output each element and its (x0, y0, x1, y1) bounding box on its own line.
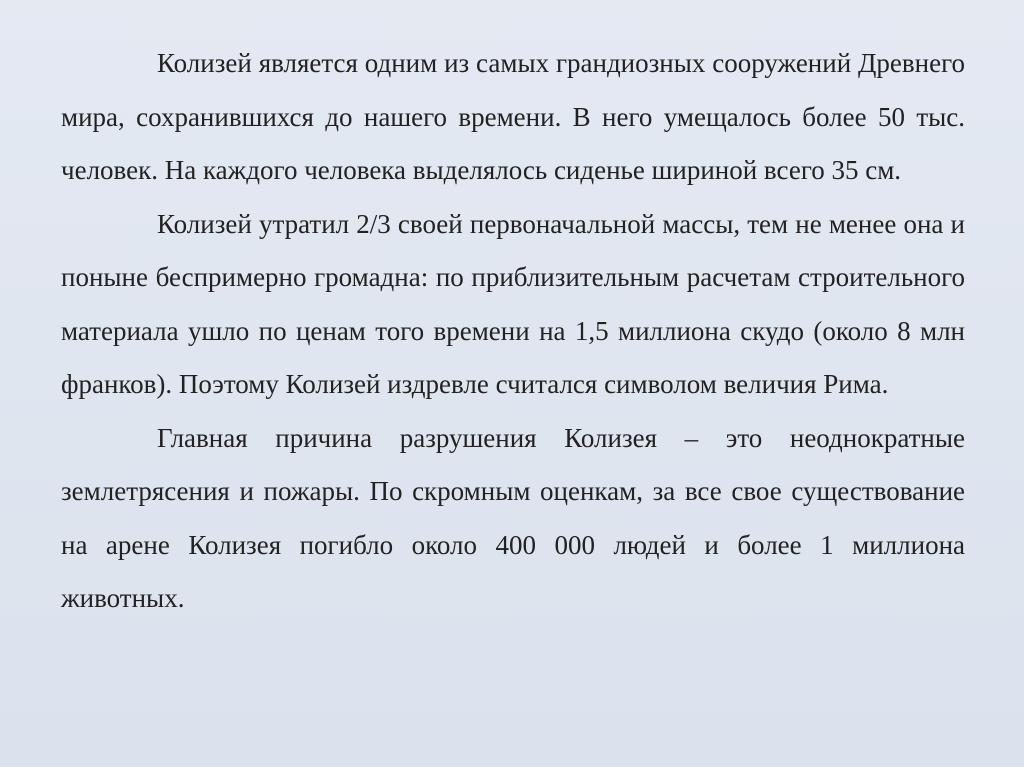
paragraph-3: Главная причина разрушения Колизея – это неоднократные землетрясения и пожары. По скромным оценкам, за все свое существование на арене Колизея погибло около 400 000 людей и более 1 миллиона животных. (61, 422, 965, 613)
paragraph-1: Колизей является одним из самых грандиозных сооружений Древнего мира, сохранившихся до нашего времени. В него умещалось более 50 тыс. человек. На каждого человека выделялось сиденье шириной всего 35 см. (61, 48, 965, 185)
paragraph-2: Колизей утратил 2/3 своей первоначальной массы, тем не менее она и поныне беспримерно громадна: по приблизительным расчетам строительного материала ушло по ценам того времени на 1,5 миллиона скудо (около 8 млн франков). Поэтому Колизей издревле считался символом величия Рима. (61, 208, 965, 399)
document-body (61, 37, 965, 626)
